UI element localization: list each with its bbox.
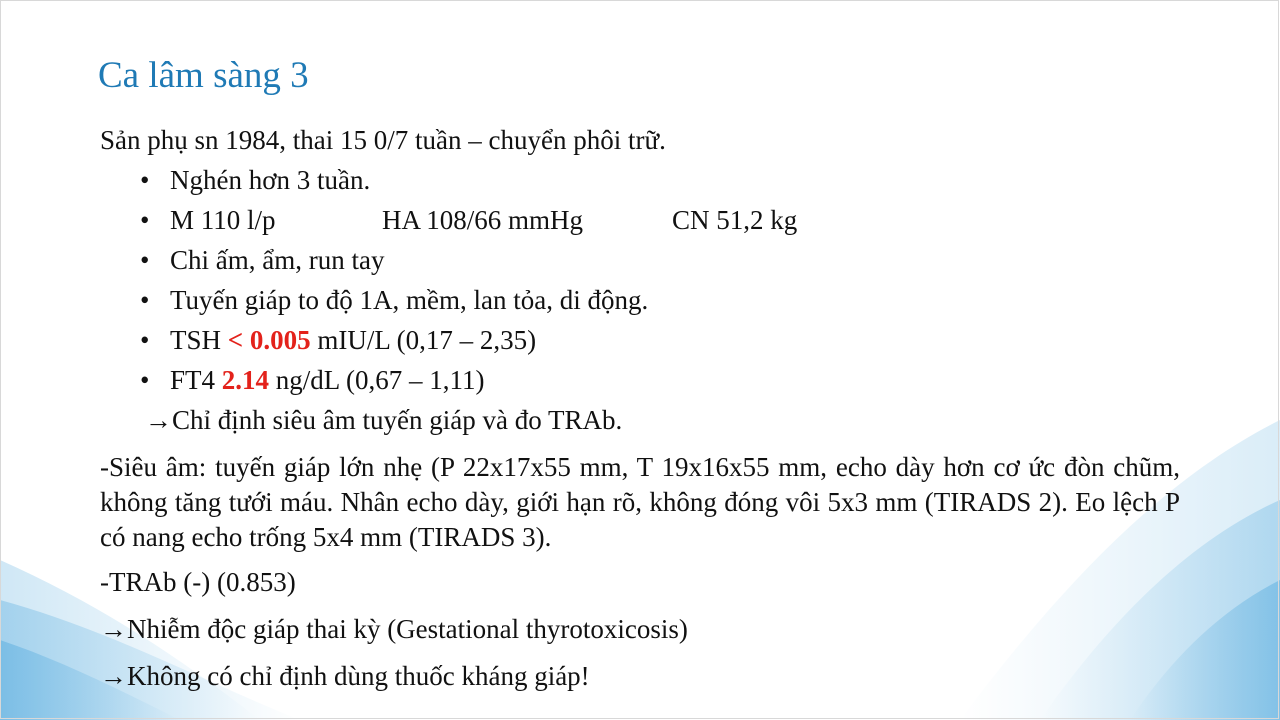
bullet-morning-sickness: [100, 160, 1190, 200]
conclusion-treatment: [100, 656, 1190, 696]
arrow-icon: →: [100, 614, 127, 644]
bullet-tsh: [100, 320, 1190, 360]
bullet-text: Tuyến giáp to độ 1A, mềm, lan tỏa, di động.: [170, 285, 649, 315]
bullet-icon: •: [140, 325, 150, 355]
tsh-label: TSH: [170, 325, 222, 355]
weight-value: CN 51,2 kg: [672, 205, 798, 235]
arrow-icon: →: [100, 661, 127, 691]
bullet-icon: •: [140, 285, 150, 315]
bullet-vitals: [100, 200, 1190, 240]
treatment-text: Không có chỉ định dùng thuốc kháng giáp!: [127, 661, 590, 691]
bullet-ft4: [100, 360, 1190, 400]
indication-line: [100, 400, 1190, 440]
bullet-thyroid: [100, 280, 1190, 320]
blood-pressure-value: HA 108/66 mmHg: [382, 205, 584, 235]
slide-body: [100, 120, 1190, 696]
ultrasound-paragraph: -Siêu âm: tuyến giáp lớn nhẹ (P 22x17x55 mm, T 19x16x55 mm, echo dày hơn cơ ức đòn chũm, không tăng tưới máu. Nhân echo dày, giới hạn rõ, không đóng vôi 5x3 mm (TIRADS 2). Eo lệch P có nang echo trống 5x4 mm (TIRADS 3).: [100, 452, 1180, 552]
bullet-icon: •: [140, 165, 150, 195]
bullet-icon: •: [140, 365, 150, 395]
tsh-range: mIU/L (0,17 – 2,35): [317, 325, 537, 355]
trab-line: -TRAb (-) (0.853): [100, 567, 296, 597]
ft4-label: FT4: [170, 365, 216, 395]
bullet-icon: •: [140, 205, 150, 235]
slide-title: Ca lâm sàng 3: [98, 55, 309, 96]
intro-line: Sản phụ sn 1984, thai 15 0/7 tuần – chuyển phôi trữ.: [100, 125, 666, 155]
bullet-icon: •: [140, 245, 150, 275]
ft4-value: 2.14: [221, 365, 270, 395]
pulse-value: M 110 l/p: [170, 205, 276, 235]
bullet-text: Nghén hơn 3 tuần.: [170, 165, 371, 195]
diagnosis-text: Nhiễm độc giáp thai kỳ (Gestational thyrotoxicosis): [127, 614, 688, 644]
indication-text: Chỉ định siêu âm tuyến giáp và đo TRAb.: [172, 405, 623, 435]
conclusion-diagnosis: [100, 609, 1190, 649]
bullet-text: Chi ấm, ẩm, run tay: [170, 245, 385, 275]
ft4-range: ng/dL (0,67 – 1,11): [275, 365, 485, 395]
arrow-icon: →: [145, 405, 172, 435]
bullet-extremities: [100, 240, 1190, 280]
tsh-value: < 0.005: [227, 325, 311, 355]
